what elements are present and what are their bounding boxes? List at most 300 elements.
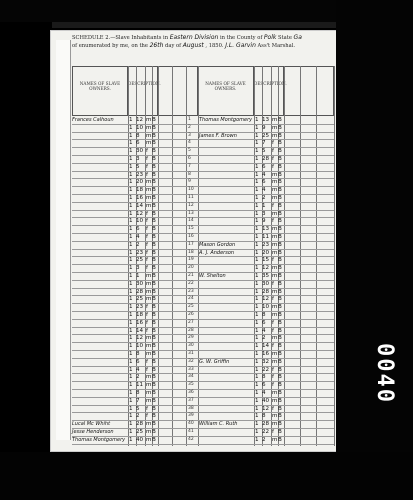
row-number: 25 bbox=[188, 304, 194, 310]
slave-sex: m bbox=[146, 374, 152, 381]
slave-color: B bbox=[278, 312, 282, 318]
slave-color: B bbox=[278, 436, 282, 443]
row-number: 41 bbox=[188, 429, 194, 434]
slave-sex: m bbox=[272, 436, 278, 443]
slave-color: B bbox=[152, 265, 156, 272]
slave-color: B bbox=[152, 374, 156, 381]
slave-count: 1 bbox=[255, 202, 259, 209]
slave-age: 4 bbox=[262, 327, 266, 334]
row-number: 18 bbox=[188, 249, 194, 255]
slave-color: B bbox=[152, 124, 156, 131]
slave-color: B bbox=[278, 234, 282, 240]
col-extra-left bbox=[158, 66, 198, 116]
slave-color: B bbox=[278, 429, 282, 435]
slave-age: 6 bbox=[262, 382, 266, 389]
slave-color: B bbox=[278, 421, 282, 428]
slave-count: 1 bbox=[129, 218, 133, 225]
slave-sex: f bbox=[272, 327, 274, 334]
row-number: 42 bbox=[188, 436, 194, 442]
slave-count: 1 bbox=[129, 226, 133, 233]
slave-color: B bbox=[278, 397, 282, 404]
slave-count: 1 bbox=[255, 288, 259, 295]
slave-sex: f bbox=[146, 304, 148, 311]
slave-age: 4 bbox=[262, 187, 266, 194]
slave-sex: m bbox=[272, 124, 278, 131]
slave-color: B bbox=[152, 156, 156, 162]
slave-age: 12 bbox=[136, 117, 144, 123]
page-top-border bbox=[52, 22, 352, 28]
slave-color: B bbox=[278, 117, 282, 123]
slave-count: 1 bbox=[129, 179, 133, 186]
row-number: 12 bbox=[188, 202, 194, 208]
slave-sex: f bbox=[272, 343, 274, 350]
slave-age: 8 bbox=[262, 312, 266, 318]
slave-sex: f bbox=[272, 374, 274, 381]
slave-count: 1 bbox=[129, 374, 133, 381]
slave-sex: m bbox=[146, 421, 152, 428]
slave-age: 8 bbox=[136, 132, 140, 139]
slave-age: 3 bbox=[262, 210, 266, 217]
slave-count: 1 bbox=[129, 312, 133, 318]
slave-count: 1 bbox=[255, 210, 259, 217]
col-description-right-label: DESCRIPTION. bbox=[254, 81, 287, 86]
frame-number-stamp bbox=[335, 343, 413, 405]
slave-age: 5 bbox=[262, 148, 266, 155]
row-number: 11 bbox=[188, 195, 194, 200]
slave-color: B bbox=[152, 436, 156, 443]
binding-margin bbox=[56, 40, 71, 440]
row-number: 21 bbox=[188, 273, 194, 278]
slave-color: B bbox=[278, 202, 282, 209]
slave-age: 20 bbox=[136, 179, 144, 186]
slave-count: 1 bbox=[129, 382, 133, 389]
slave-sex: f bbox=[146, 210, 148, 217]
row-number: 35 bbox=[188, 382, 194, 388]
slave-count: 1 bbox=[129, 156, 133, 162]
slave-color: B bbox=[152, 117, 156, 123]
slave-color: B bbox=[152, 273, 156, 279]
slave-sex: m bbox=[146, 335, 152, 342]
slave-age: 30 bbox=[136, 148, 144, 155]
slave-sex: m bbox=[272, 265, 278, 272]
enumeration-day: 26th bbox=[149, 42, 164, 49]
row-number: 37 bbox=[188, 397, 194, 403]
slave-age: 2 bbox=[262, 335, 266, 342]
slave-sex: m bbox=[146, 296, 152, 303]
slave-sex: m bbox=[146, 132, 152, 139]
col-names-right-label: NAMES OF SLAVE OWNERS. bbox=[205, 81, 246, 91]
slave-count: 1 bbox=[255, 335, 259, 342]
slave-age: 1 bbox=[136, 273, 140, 279]
row-number: 23 bbox=[188, 288, 194, 294]
slave-sex: f bbox=[146, 312, 148, 318]
slave-color: B bbox=[152, 249, 156, 256]
slave-color: B bbox=[278, 163, 282, 170]
slave-count: 1 bbox=[129, 273, 133, 279]
slave-sex: f bbox=[146, 171, 148, 178]
slave-age: 7 bbox=[136, 397, 140, 404]
slave-age: 12 bbox=[262, 405, 270, 412]
slave-color: B bbox=[278, 156, 282, 162]
slave-color: B bbox=[278, 405, 282, 412]
slave-count: 1 bbox=[255, 148, 259, 155]
slave-count: 1 bbox=[255, 421, 259, 428]
slave-color: B bbox=[278, 140, 282, 147]
row-number: 29 bbox=[188, 335, 194, 341]
slave-age: 32 bbox=[262, 358, 270, 365]
slave-age: 5 bbox=[136, 405, 140, 412]
slave-count: 1 bbox=[255, 390, 259, 396]
slave-age: 6 bbox=[136, 226, 140, 233]
slave-age: 10 bbox=[262, 304, 270, 311]
row-number: 16 bbox=[188, 234, 194, 239]
slave-age: 40 bbox=[136, 436, 144, 443]
slave-count: 1 bbox=[255, 366, 259, 373]
slave-age: 16 bbox=[262, 351, 270, 357]
slave-color: B bbox=[278, 280, 282, 287]
enumerated-text: enumerated by me, on the bbox=[78, 43, 148, 49]
slave-age: 4 bbox=[262, 171, 266, 178]
row-number: 26 bbox=[188, 312, 194, 317]
owner-name: Thomas Montgomery bbox=[72, 436, 126, 443]
slave-count: 1 bbox=[129, 280, 133, 287]
slave-age: 5 bbox=[136, 163, 140, 170]
slave-sex: m bbox=[272, 358, 278, 365]
slave-color: B bbox=[278, 226, 282, 233]
slave-count: 1 bbox=[129, 358, 133, 365]
slave-count: 1 bbox=[129, 304, 133, 311]
slave-count: 1 bbox=[255, 397, 259, 404]
slave-color: B bbox=[278, 413, 282, 420]
slave-sex: f bbox=[146, 366, 148, 373]
enumeration-year: , 1850. bbox=[205, 43, 224, 49]
slave-age: 4 bbox=[136, 234, 140, 240]
slave-age: 35 bbox=[262, 273, 270, 279]
slave-sex: m bbox=[146, 202, 152, 209]
slave-color: B bbox=[152, 195, 156, 201]
slave-sex: f bbox=[272, 280, 274, 287]
slave-count: 1 bbox=[255, 163, 259, 170]
slave-color: B bbox=[152, 140, 156, 147]
slave-count: 1 bbox=[129, 327, 133, 334]
slave-count: 1 bbox=[129, 413, 133, 420]
slave-age: 23 bbox=[136, 249, 144, 256]
slave-count: 1 bbox=[255, 234, 259, 240]
slave-age: 23 bbox=[262, 241, 270, 248]
slave-color: B bbox=[152, 226, 156, 233]
slave-color: B bbox=[278, 218, 282, 225]
slave-count: 1 bbox=[129, 421, 133, 428]
slave-sex: m bbox=[146, 390, 152, 396]
slave-sex: f bbox=[146, 226, 148, 233]
owner-name: G. W. Griffin bbox=[199, 358, 230, 365]
slave-age: 7 bbox=[262, 140, 266, 147]
slave-color: B bbox=[278, 179, 282, 186]
slave-age: 2 bbox=[262, 436, 266, 443]
slave-count: 1 bbox=[129, 234, 133, 240]
slave-count: 1 bbox=[255, 257, 259, 264]
slave-count: 1 bbox=[129, 140, 133, 147]
slave-age: 1 bbox=[262, 202, 266, 209]
slave-sex: m bbox=[146, 382, 152, 389]
slave-sex: m bbox=[272, 413, 278, 420]
slave-age: 12 bbox=[136, 335, 144, 342]
slave-color: B bbox=[278, 382, 282, 389]
slave-count: 1 bbox=[255, 226, 259, 233]
slave-color: B bbox=[278, 148, 282, 155]
slave-color: B bbox=[152, 405, 156, 412]
slave-sex: m bbox=[272, 335, 278, 342]
slave-count: 1 bbox=[129, 390, 133, 396]
slave-count: 1 bbox=[129, 288, 133, 295]
row-number: 31 bbox=[188, 351, 194, 356]
slave-sex: m bbox=[272, 226, 278, 233]
table-row bbox=[72, 436, 334, 445]
owner-name: William C. Ruth bbox=[199, 421, 238, 428]
slave-age: 28 bbox=[262, 156, 270, 162]
slave-color: B bbox=[278, 195, 282, 201]
owner-name: W. Shelton bbox=[199, 273, 226, 279]
col-names-left bbox=[72, 66, 128, 116]
slave-color: B bbox=[278, 358, 282, 365]
row-number: 3 bbox=[188, 132, 191, 138]
slave-sex: m bbox=[272, 195, 278, 201]
slave-age: 11 bbox=[262, 234, 270, 240]
slave-color: B bbox=[152, 319, 156, 326]
slave-sex: f bbox=[272, 405, 274, 412]
slave-sex: f bbox=[146, 413, 148, 420]
slave-age: 30 bbox=[262, 280, 270, 287]
slave-count: 1 bbox=[255, 140, 259, 147]
slave-age: 2 bbox=[136, 241, 140, 248]
slave-count: 1 bbox=[129, 171, 133, 178]
owner-name: Mason Gordon bbox=[199, 241, 236, 248]
slave-age: 10 bbox=[136, 218, 144, 225]
slave-color: B bbox=[152, 218, 156, 225]
col-names-right bbox=[198, 66, 254, 116]
slave-color: B bbox=[152, 421, 156, 428]
slave-count: 1 bbox=[129, 210, 133, 217]
slave-age: 30 bbox=[136, 280, 144, 287]
slave-age: 12 bbox=[262, 265, 270, 272]
slave-sex: f bbox=[146, 241, 148, 248]
slave-sex: f bbox=[272, 382, 274, 389]
col-description-right bbox=[254, 66, 287, 116]
col-description-left-label: DESCRIPTION. bbox=[128, 81, 161, 86]
slave-count: 1 bbox=[129, 343, 133, 350]
owner-name: A. J. Anderson bbox=[199, 249, 235, 256]
slave-sex: m bbox=[272, 351, 278, 357]
slave-age: 28 bbox=[136, 421, 144, 428]
slave-sex: f bbox=[146, 163, 148, 170]
slave-sex: m bbox=[272, 390, 278, 396]
slave-age: 4 bbox=[262, 390, 266, 396]
slave-age: 3 bbox=[136, 156, 140, 162]
slave-sex: f bbox=[272, 257, 274, 264]
slave-age: 6 bbox=[136, 140, 140, 147]
slave-sex: m bbox=[272, 234, 278, 240]
slave-count: 1 bbox=[129, 241, 133, 248]
slave-color: B bbox=[278, 327, 282, 334]
slave-sex: f bbox=[272, 156, 274, 162]
slave-count: 1 bbox=[129, 265, 133, 272]
row-number: 27 bbox=[188, 319, 194, 325]
slave-age: 12 bbox=[136, 210, 144, 217]
slave-color: B bbox=[278, 296, 282, 303]
slave-sex: m bbox=[146, 124, 152, 131]
slave-count: 1 bbox=[255, 132, 259, 139]
slave-count: 1 bbox=[255, 179, 259, 186]
row-number: 6 bbox=[188, 156, 191, 161]
row-number: 2 bbox=[188, 124, 191, 130]
row-number: 24 bbox=[188, 296, 194, 302]
slave-age: 23 bbox=[136, 304, 144, 311]
slave-sex: m bbox=[272, 421, 278, 428]
slave-color: B bbox=[278, 366, 282, 373]
slave-age: 40 bbox=[262, 397, 270, 404]
slave-age: 2 bbox=[136, 374, 140, 381]
slave-age: 8 bbox=[136, 390, 140, 396]
slave-sex: f bbox=[272, 163, 274, 170]
slave-count: 1 bbox=[129, 195, 133, 201]
slave-age: 14 bbox=[136, 202, 144, 209]
slave-count: 1 bbox=[129, 132, 133, 139]
slave-age: 25 bbox=[262, 132, 270, 139]
slave-sex: f bbox=[272, 140, 274, 147]
row-number: 15 bbox=[188, 226, 194, 232]
slave-age: 4 bbox=[136, 366, 140, 373]
slave-age: 8 bbox=[262, 413, 266, 420]
slave-sex: f bbox=[272, 202, 274, 209]
row-number: 17 bbox=[188, 241, 194, 247]
slave-color: B bbox=[278, 273, 282, 279]
slave-color: B bbox=[278, 187, 282, 194]
slave-sex: m bbox=[146, 179, 152, 186]
slave-age: 25 bbox=[136, 296, 144, 303]
slave-color: B bbox=[278, 319, 282, 326]
col-names-left-label: NAMES OF SLAVE OWNERS. bbox=[79, 81, 121, 91]
slave-sex: f bbox=[146, 218, 148, 225]
slave-age: 10 bbox=[136, 343, 144, 350]
scan-bottom-edge bbox=[0, 452, 413, 500]
slave-sex: m bbox=[146, 195, 152, 201]
slave-color: B bbox=[278, 171, 282, 178]
slave-count: 1 bbox=[129, 405, 133, 412]
slave-sex: m bbox=[146, 117, 152, 123]
slave-sex: f bbox=[272, 218, 274, 225]
slave-color: B bbox=[152, 304, 156, 311]
slave-color: B bbox=[278, 288, 282, 295]
row-number: 19 bbox=[188, 257, 194, 263]
row-number: 8 bbox=[188, 171, 191, 177]
row-number: 5 bbox=[188, 148, 191, 154]
slave-sex: f bbox=[146, 319, 148, 326]
slave-color: B bbox=[152, 312, 156, 318]
state-name: Ga bbox=[293, 34, 302, 41]
slave-color: B bbox=[152, 257, 156, 264]
slave-sex: f bbox=[146, 234, 148, 240]
slave-sex: m bbox=[272, 179, 278, 186]
slave-color: B bbox=[278, 390, 282, 396]
slave-age: 18 bbox=[136, 187, 144, 194]
row-number: 20 bbox=[188, 265, 194, 271]
slave-age: 14 bbox=[262, 343, 270, 350]
slave-sex: m bbox=[272, 241, 278, 248]
row-number: 40 bbox=[188, 421, 194, 427]
slave-sex: m bbox=[272, 397, 278, 404]
slave-sex: m bbox=[272, 187, 278, 194]
slave-count: 1 bbox=[129, 124, 133, 131]
state-label: State bbox=[278, 35, 292, 41]
row-number: 39 bbox=[188, 413, 194, 419]
owner-name: James F. Brown bbox=[199, 132, 237, 139]
of-label: of bbox=[72, 43, 78, 49]
slave-count: 1 bbox=[129, 148, 133, 155]
slave-age: 23 bbox=[136, 171, 144, 178]
slave-color: B bbox=[152, 296, 156, 303]
slave-count: 1 bbox=[255, 187, 259, 194]
slave-age: 6 bbox=[262, 319, 266, 326]
slave-count: 1 bbox=[255, 382, 259, 389]
slave-age: 6 bbox=[262, 179, 266, 186]
slave-color: B bbox=[278, 374, 282, 381]
row-number: 10 bbox=[188, 187, 194, 193]
slave-count: 1 bbox=[129, 296, 133, 303]
slave-age: 2 bbox=[262, 195, 266, 201]
row-number: 36 bbox=[188, 390, 194, 395]
slave-color: B bbox=[152, 288, 156, 295]
slave-sex: f bbox=[146, 405, 148, 412]
division-name: Eastern Division bbox=[169, 34, 219, 41]
slave-sex: m bbox=[146, 288, 152, 295]
slave-color: B bbox=[278, 265, 282, 272]
slave-age: 9 bbox=[262, 124, 266, 131]
slave-color: B bbox=[152, 327, 156, 334]
enumeration-month: August bbox=[182, 42, 204, 49]
slave-color: B bbox=[278, 335, 282, 342]
slave-sex: m bbox=[272, 304, 278, 311]
owner-name: Lucal Mc Whiht bbox=[72, 421, 111, 428]
slave-color: B bbox=[278, 132, 282, 139]
slave-count: 1 bbox=[255, 327, 259, 334]
slave-age: 6 bbox=[262, 163, 266, 170]
slave-color: B bbox=[152, 234, 156, 240]
row-number: 14 bbox=[188, 218, 194, 224]
slave-age: 28 bbox=[262, 288, 270, 295]
slave-color: B bbox=[152, 413, 156, 420]
slave-color: B bbox=[278, 257, 282, 264]
slave-count: 1 bbox=[129, 436, 133, 443]
row-number: 13 bbox=[188, 210, 194, 216]
slave-color: B bbox=[152, 335, 156, 342]
slave-count: 1 bbox=[129, 249, 133, 256]
slave-color: B bbox=[152, 351, 156, 357]
slave-sex: m bbox=[146, 436, 152, 443]
slave-color: B bbox=[278, 210, 282, 217]
row-number: 32 bbox=[188, 358, 194, 364]
frame-number: 0040 bbox=[372, 343, 397, 404]
row-number: 4 bbox=[188, 140, 191, 146]
slave-count: 1 bbox=[255, 265, 259, 272]
county-name: Polk bbox=[263, 34, 277, 41]
slave-sex: m bbox=[146, 397, 152, 404]
slave-sex: m bbox=[272, 117, 278, 123]
owner-name: Thomas Montgomery bbox=[199, 117, 253, 123]
slave-count: 1 bbox=[255, 117, 259, 123]
slave-sex: f bbox=[272, 429, 274, 435]
row-number: 7 bbox=[188, 163, 191, 169]
slave-color: B bbox=[152, 148, 156, 155]
